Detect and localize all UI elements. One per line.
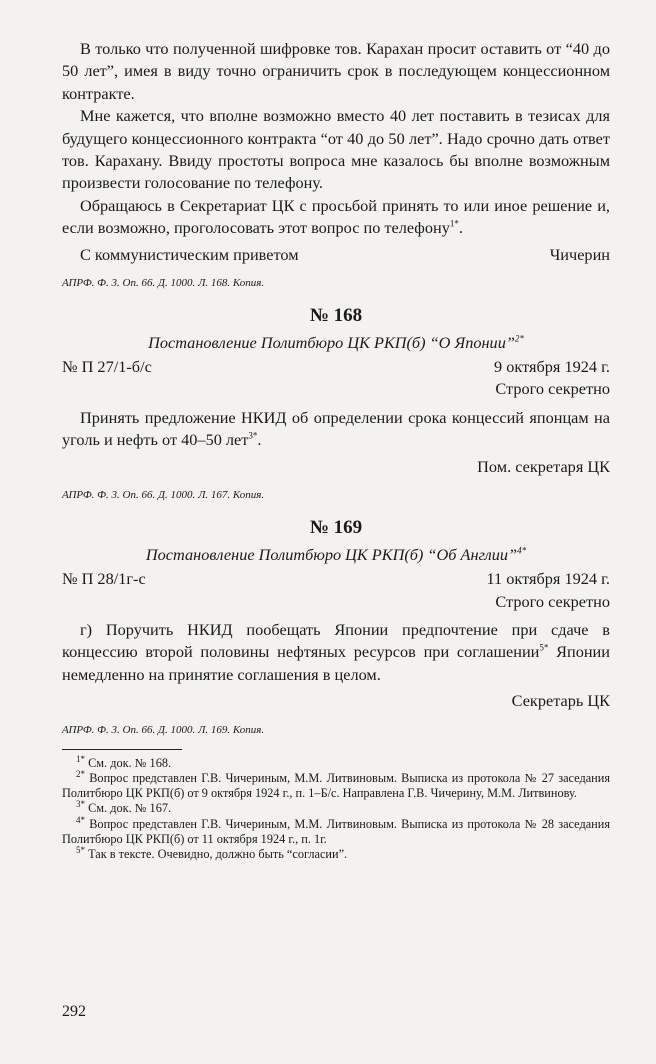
- doc-signature: Пом. секретаря ЦК: [477, 456, 610, 476]
- footnotes: [62, 753, 610, 863]
- archive-source: АПРФ. Ф. 3. Оп. 66. Д. 1000. Л. 167. Копия.: [62, 489, 265, 502]
- doc-title: Постановление Политбюро ЦК РКП(б) “О Японии”$^{2*}$: [148, 333, 524, 353]
- page-body: [62, 38, 610, 863]
- footnote: $^{1*}$ См. док. № 168.: [76, 753, 172, 770]
- resolution-text: г) Поручить НКИД пообещать Японии предпочтение при сдаче в концессию второй половины нефтяных ресурсов при соглашении$^{5*}$ Японии немедленно на принятие соглашения в целом.: [62, 619, 610, 684]
- protocol-number: № П 28/1г-с: [62, 569, 146, 589]
- footnote-divider: [62, 749, 182, 750]
- secrecy-label: Строго секретно: [495, 591, 610, 611]
- letter-paragraph-1: В только что полученной шифровке тов. Карахан просит оставить от “40 до 50 лет”, имея в виду точно ограничить срок в последующем концессионном контракте.: [62, 39, 610, 103]
- footnote: $^{4*}$ Вопрос представлен Г.В. Чичериным, М.М. Литвиновым. Выписка из протокола № 28 заседания Политбюро ЦК РКП(б) от 11 октября 1924 г., п. 1г.: [62, 814, 610, 847]
- letter-closing-row: [62, 244, 610, 266]
- letter-paragraph-3: Обращаюсь в Секретариат ЦК с просьбой принять то или иное решение и, если возможно, проголосовать этот вопрос по телефону$^{1*}$.: [62, 195, 610, 238]
- doc-title: Постановление Политбюро ЦК РКП(б) “Об Англии”$^{4*}$: [145, 545, 527, 565]
- footnote-ref: 2*: [514, 333, 524, 344]
- footnote: $^{3*}$ См. док. № 167.: [76, 799, 172, 816]
- letter-closing: С коммунистическим приветом: [80, 244, 299, 264]
- footnote-ref: 5*: [539, 642, 549, 653]
- doc-number: № 169: [309, 517, 363, 539]
- doc-date: 9 октября 1924 г.: [494, 357, 610, 377]
- secrecy-label: Строго секретно: [495, 379, 610, 399]
- letter-signature: Чичерин: [549, 244, 610, 264]
- resolution-text: Принять предложение НКИД об определении срока концессий японцам на уголь и нефть от 40–50 лет$^{3*}$.: [62, 407, 610, 450]
- footnote-ref: 4*: [517, 545, 527, 556]
- archive-source: АПРФ. Ф. 3. Оп. 66. Д. 1000. Л. 169. Копия.: [62, 723, 265, 736]
- doc-date: 11 октября 1924 г.: [486, 569, 610, 589]
- doc-header-row: [62, 568, 610, 590]
- doc-signature: Секретарь ЦК: [511, 691, 610, 711]
- protocol-number: № П 27/1-б/с: [62, 357, 152, 377]
- letter-paragraph-2: Мне кажется, что вполне возможно вместо 40 лет поставить в тезисах для будущего концессионного контракта “от 40 до 50 лет”. Надо срочно дать ответ тов. Карахану. Ввиду простоты вопроса мне казалось бы вполне возможным произвести голосование по телефону.: [62, 106, 610, 193]
- footnote: $^{5*}$ Так в тексте. Очевидно, должно быть “согласии”.: [76, 845, 348, 862]
- doc-header-row: [62, 356, 610, 378]
- page-number: 292: [62, 1003, 86, 1020]
- doc-number: № 168: [309, 305, 363, 327]
- footnote-ref: 3*: [248, 430, 258, 441]
- footnote: $^{2*}$ Вопрос представлен Г.В. Чичериным, М.М. Литвиновым. Выписка из протокола № 27 заседания Политбюро ЦК РКП(б) от 9 октября 1924 г., п. 1–Б/с. Направлена Г.В. Чичерину, М.М. Литвинову.: [62, 768, 610, 801]
- archive-source: АПРФ. Ф. 3. Оп. 66. Д. 1000. Л. 168. Копия.: [62, 277, 265, 290]
- footnote-ref: 1*: [449, 218, 459, 229]
